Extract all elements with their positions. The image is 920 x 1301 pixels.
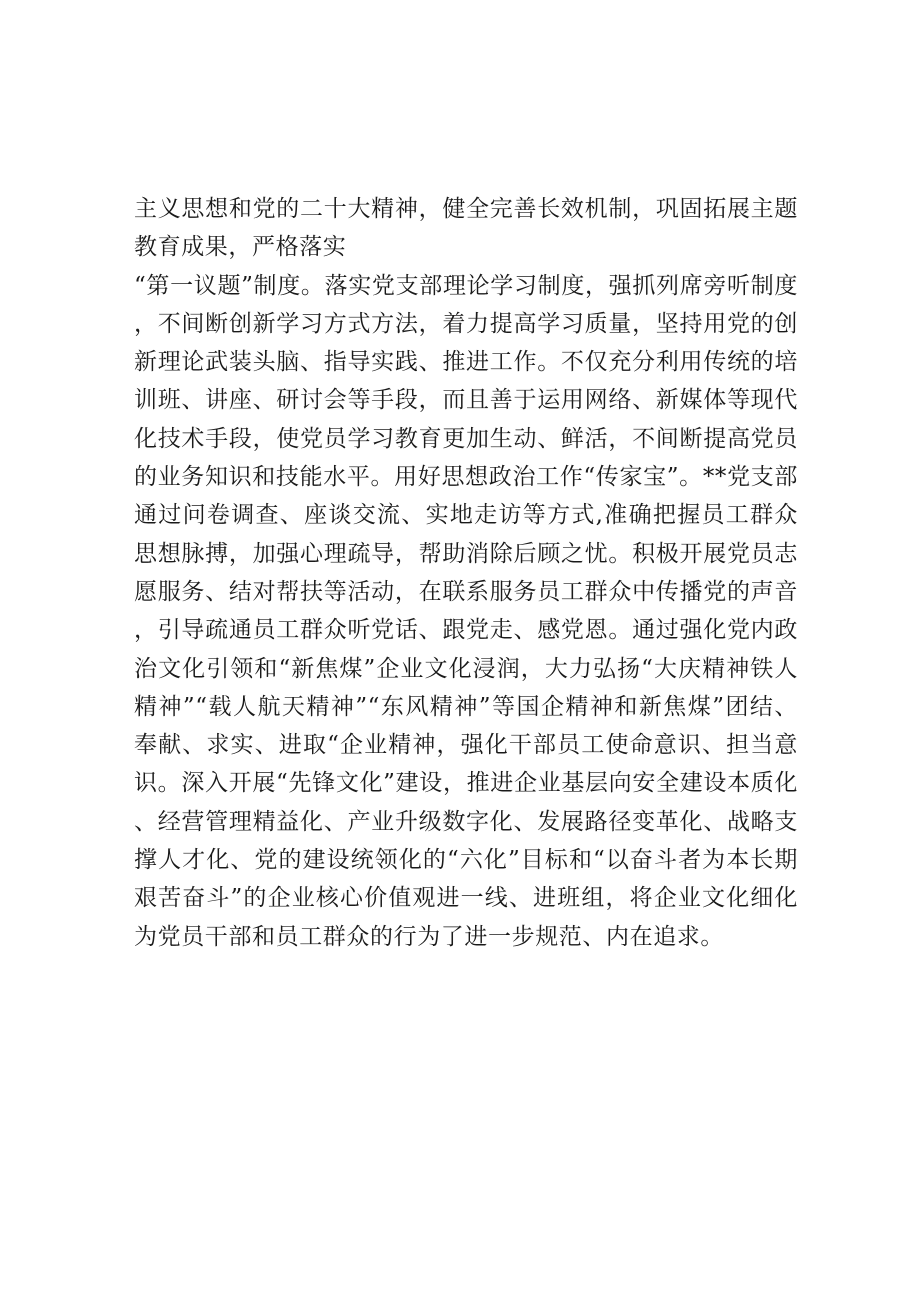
paragraph-2: “第一议题”制度。落实党支部理论学习制度，强抓列席旁听制度，不间断创新学习方式方法，着力提高学习质量，坚持用党的创新理论武装头脑、指导实践、推进工作。不仅充分利用传统的培训班、讲座、研讨会等手段，而且善于运用网络、新媒体等现代化技术手段，使党员学习教育更加生动、鲜活，不间断提高党员的业务知识和技能水平。用好思想政治工作“传家宝”。**党支部通过问卷调查、座谈交流、实地走访等方式,准确把握员工群众思想脉搏，加强心理疏导，帮助消除后顾之忧。积极开展党员志愿服务、结对帮扶等活动，在联系服务员工群众中传播党的声音，引导疏通员工群众听党话、跟党走、感党恩。通过强化党内政治文化引领和“新焦煤”企业文化浸润，大力弘扬“大庆精神铁人精神”“载人航天精神”“东风精神”等国企精神和新焦煤”团结、奉献、求实、进取“企业精神，强化干部员工使命意识、担当意识。深入开展“先锋文化”建设，推进企业基层向安全建设本质化、经营管理精益化、产业升级数字化、发展路径变革化、战略支撑人才化、党的建设统领化的“六化”目标和“以奋斗者为本长期艰苦奋斗”的企业核心价值观进一线、进班组，将企业文化细化为党员干部和员工群众的行为了进一步规范、内在追求。 (134, 272, 798, 950)
body-text (134, 190, 798, 956)
paragraph-1: 主义思想和党的二十大精神，健全完善长效机制，巩固拓展主题教育成果，严格落实 (134, 196, 798, 261)
